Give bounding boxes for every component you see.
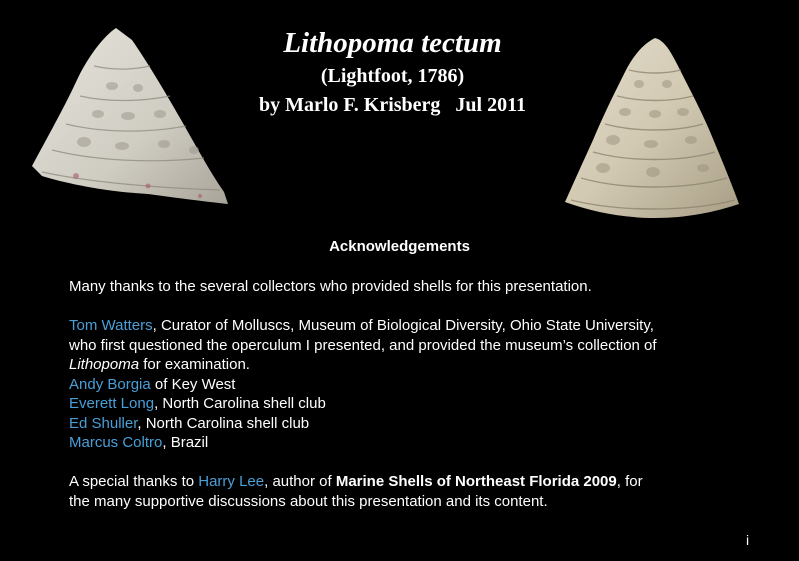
watters-text-1: , Curator of Molluscs, Museum of Biological Diversity, Ohio State University, [152,317,654,334]
intro-text: Many thanks to the several collectors who provided shells for this presentation. [69,278,592,295]
special-thanks-line-1 [69,472,759,492]
shell-photo-left [28,26,233,206]
watters-entry [69,316,759,336]
species-title: Lithopoma tectum [283,27,502,59]
watters-genus: Lithopoma [69,356,140,373]
watters-line-2: who first questioned the operculum I presented, and provided the museum’s collection of [69,336,657,354]
borgia-entry [69,375,759,395]
coltro-entry [69,433,759,453]
spacer [69,453,759,473]
spacer [69,297,759,317]
watters-text-3: for examination. [139,356,250,373]
shuller-text: , North Carolina shell club [137,414,310,432]
book-title: Marine Shells of Northeast Florida 2009 [335,473,617,490]
species-author: (Lightfoot, 1786) [320,65,465,87]
watters-name: Tom Watters [69,317,153,334]
presenter-byline: by Marlo F. Krisberg Jul 2011 [258,94,527,116]
page-number: i [746,532,750,548]
special-post: , for [616,473,643,490]
shuller-name: Ed Shuller [69,414,138,432]
coltro-text: , Brazil [162,434,209,451]
long-name: Everett Long [69,395,155,412]
borgia-name: Andy Borgia [69,375,151,393]
special-mid: , author of [264,473,336,490]
special-pre: A special thanks to [69,473,199,490]
title-block [220,24,565,120]
shell-photo-right [563,36,741,220]
special-thanks-line-2: the many supportive discussions about this presentation and its content. [69,492,548,510]
acknowledgements-heading: Acknowledgements [329,238,470,255]
borgia-text: of Key West [150,375,236,393]
watters-line-3 [69,355,759,375]
coltro-name: Marcus Coltro [69,434,163,451]
acknowledgements-body [69,277,759,511]
lee-name: Harry Lee [198,473,265,490]
long-entry [69,394,759,414]
shuller-entry [69,414,759,434]
long-text: , North Carolina shell club [154,395,326,412]
